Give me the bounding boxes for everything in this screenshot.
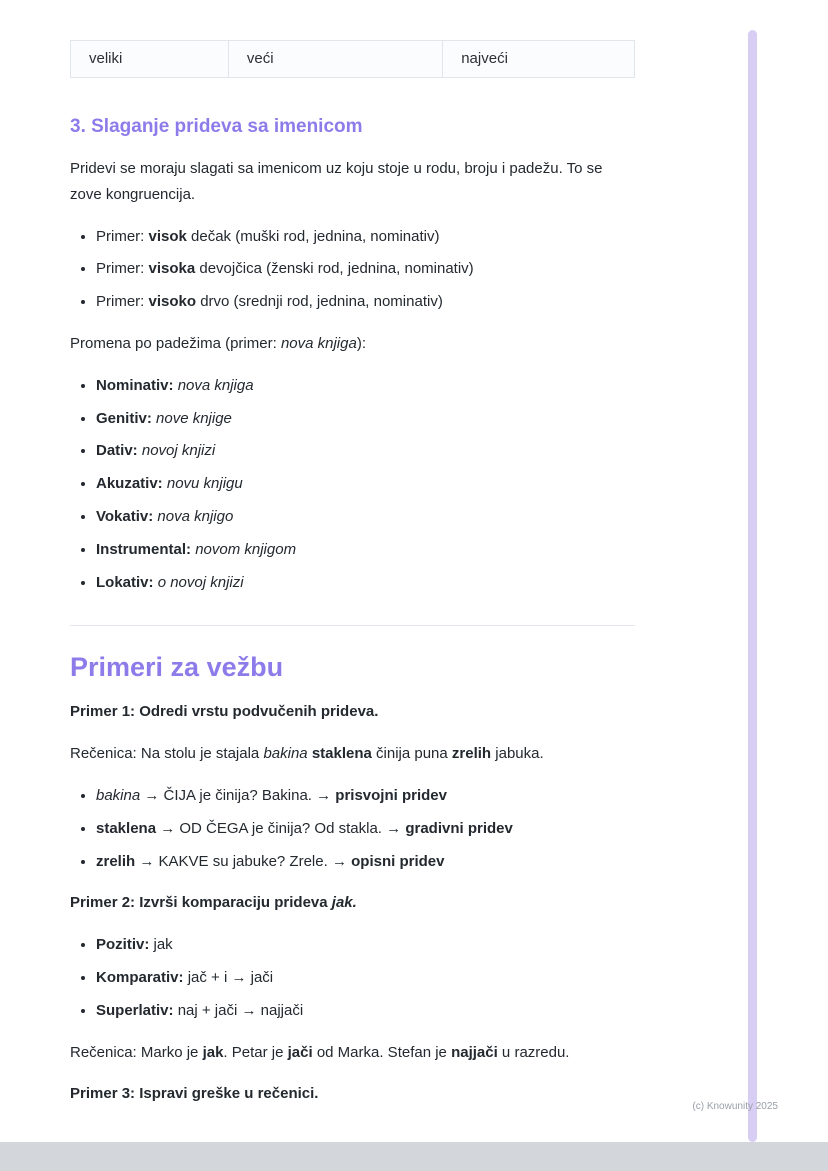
primer1-analysis-list xyxy=(70,783,615,874)
copyright-text: (c) Knowunity 2025 xyxy=(692,1101,778,1112)
primer1-sentence: Rečenica: Na stolu je stajala bakina staklena činija puna zrelih jabuka. xyxy=(70,745,544,763)
table-cell-superlativ: najveći xyxy=(443,41,635,78)
primer2-sentence: Rečenica: Marko je jak. Petar je jači od Marka. Stefan je najjači u razredu. xyxy=(70,1043,570,1061)
agreement-example-list xyxy=(70,224,615,315)
section-divider xyxy=(70,625,635,626)
table-cell-komparativ: veći xyxy=(228,41,442,78)
primer1-title: Primer 1: Odredi vrstu podvučenih prideva. xyxy=(70,703,379,721)
list-item: • bakina → ČIJA je činija? Bakina. → prisvojni pridev xyxy=(96,783,615,809)
list-item: • zrelih → KAKVE su jabuke? Zrele. → opisni pridev xyxy=(96,849,615,875)
list-item: • Dativ: novoj knjizi xyxy=(96,438,615,464)
scrollbar[interactable] xyxy=(748,30,757,1142)
primer2-steps-list xyxy=(70,932,615,1023)
cases-list xyxy=(70,373,615,596)
table-row xyxy=(71,41,635,78)
list-item: • staklena → OD ČEGA je činija? Od stakla. → gradivni pridev xyxy=(96,816,615,842)
table-cell-pozitiv: veliki xyxy=(71,41,229,78)
list-item: • Akuzativ: novu knjigu xyxy=(96,471,615,497)
agreement-intro-paragraph: Pridevi se moraju slagati sa imenicom uz koju stoje u rodu, broju i padežu. To se zove kongruencija. xyxy=(70,160,603,203)
list-item: • Primer: visoka devojčica (ženski rod, jednina, nominativ) xyxy=(96,256,615,282)
list-item: • Primer: visoko drvo (srednji rod, jednina, nominativ) xyxy=(96,289,615,315)
list-item: • Superlativ: naj + jači → najjači xyxy=(96,998,615,1024)
list-item: • Primer: visok dečak (muški rod, jednina, nominativ) xyxy=(96,224,615,250)
list-item: • Komparativ: jač + i → jači xyxy=(96,965,615,991)
list-item: • Lokativ: o novoj knjizi xyxy=(96,570,615,596)
list-item: • Pozitiv: jak xyxy=(96,932,615,958)
primer3-title: Primer 3: Ispravi greške u rečenici. xyxy=(70,1085,319,1103)
section-heading-agreement: 3. Slaganje prideva sa imenicom xyxy=(70,116,363,137)
comparison-table xyxy=(70,40,635,78)
list-item: • Vokativ: nova knjigo xyxy=(96,504,615,530)
list-item: • Genitiv: nove knjige xyxy=(96,406,615,432)
practice-heading: Primeri za vežbu xyxy=(70,652,284,683)
list-item: • Instrumental: novom knjigom xyxy=(96,537,615,563)
list-item: • Nominativ: nova knjiga xyxy=(96,373,615,399)
cases-intro-paragraph: Promena po padežima (primer: nova knjiga): xyxy=(70,334,366,352)
primer2-title: Primer 2: Izvrši komparaciju prideva jak. xyxy=(70,894,357,912)
